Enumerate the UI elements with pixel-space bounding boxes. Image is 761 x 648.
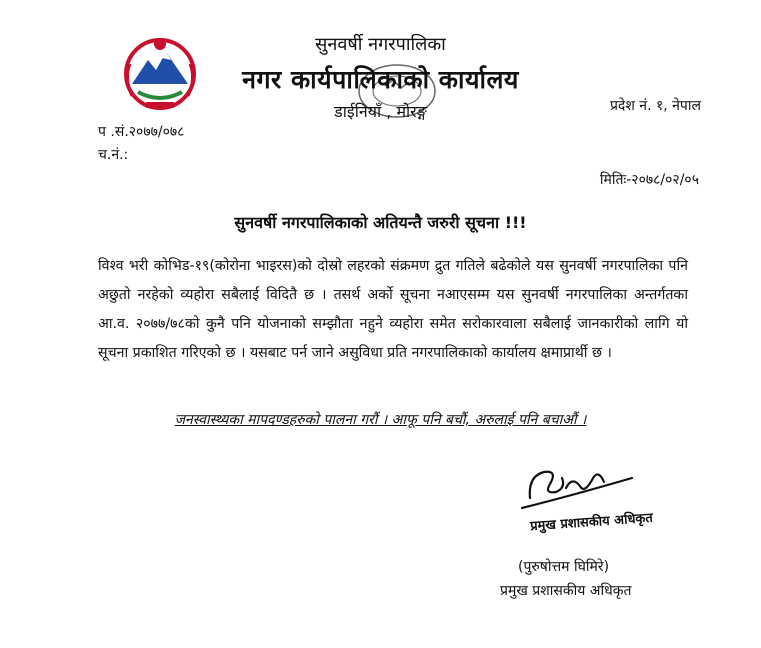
dispatch-number: च.नं.:	[98, 147, 129, 163]
office-name: नगर कार्यपालिकाको कार्यालय	[242, 65, 519, 94]
signature-stamp: प्रमुख प्रशासकीय अधिकृत	[529, 510, 654, 535]
notice-subject: सुनवर्षी नगरपालिकाको अतियन्तै जरुरी सूचना !!!	[234, 213, 527, 232]
municipality-name: सुनवर्षी नगरपालिका	[315, 34, 446, 55]
health-slogan: जनस्वास्थ्यका मापदण्डहरुको पालना गरौं । आफू पनि बचौं, अरुलाई पनि बचाऔं ।	[174, 412, 587, 428]
province-label: प्रदेश नं. १, नेपाल	[609, 98, 701, 114]
signer-title: प्रमुख प्रशासकीय अधिकृत	[500, 583, 632, 599]
notice-body: विश्व भरी कोभिड-१९(कोरोना भाइरस)को दोस्रो लहरको संक्रमण द्रुत गतिले बढेकोले यस सुनवर्षी नगरपालिका पनि अछुतो नरहेको व्यहोरा सबैलाई विदितै छ । तसर्थ अर्को सूचना नआएसम्म यस सुनवर्षी नगरपालिका अन्तर्गतका आ.व. २०७७/७८को कुनै पनि योजनाको सम्झौता नहुने व्यहोरा समेत सरोकारवाला सबैलाई जानकारीको लागि यो सूचना प्रकाशित गरिएको छ । यसबाट पर्न जाने असुविधा प्रति नगरपालिकाको कार्यालय क्षमाप्रार्थी छ ।	[98, 258, 688, 361]
office-address: डाईनियाँ , मोरङ्ग	[334, 102, 427, 121]
reference-number: प .सं.२०७७/०७८	[98, 124, 185, 140]
notice-date: मितिः-२०७८/०२/०५	[599, 172, 699, 188]
signer-name: (पुरुषोत्तम घिमिरे)	[518, 559, 610, 575]
